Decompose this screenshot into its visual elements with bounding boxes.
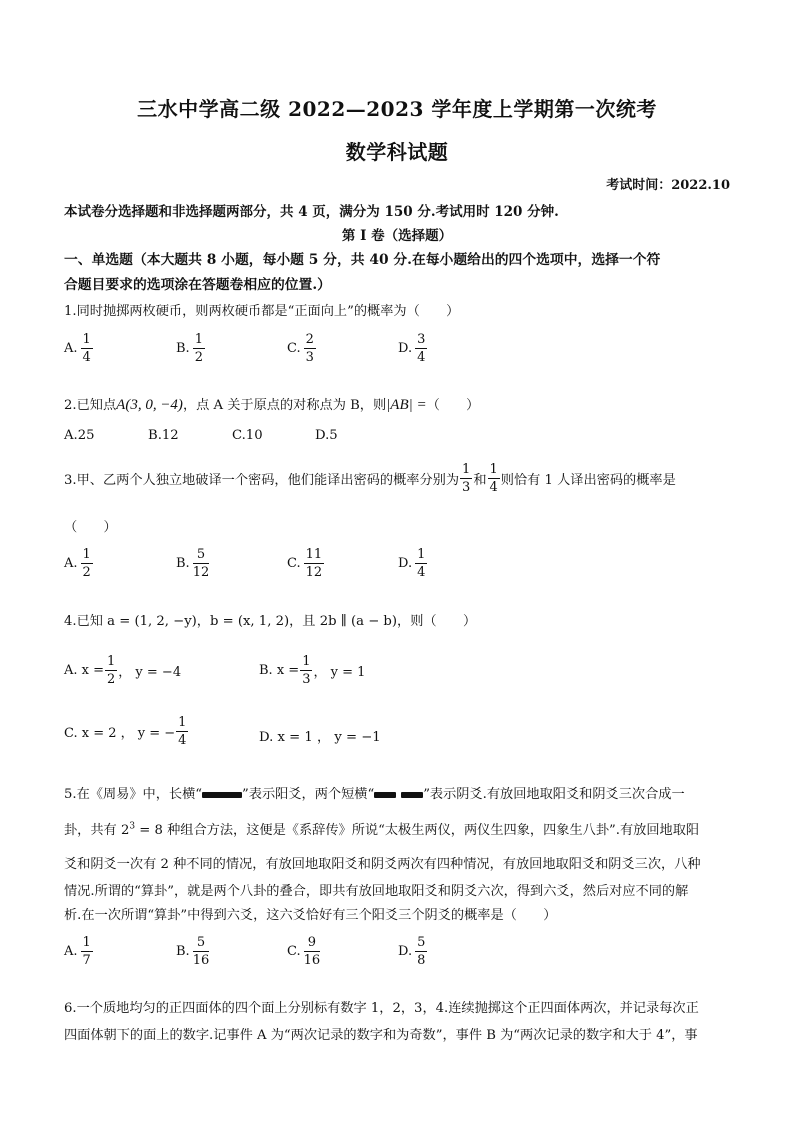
q3-paren: （ ） xyxy=(64,520,117,535)
option-label: A. xyxy=(64,944,78,959)
q3-option-a xyxy=(64,548,94,579)
q2-option-c: C.10 xyxy=(232,428,263,443)
denominator: 3 xyxy=(302,672,311,687)
option-label: B. xyxy=(176,341,190,356)
denominator: 4 xyxy=(178,733,187,748)
q2-prefix: 2.已知点 xyxy=(64,398,117,413)
q4-option-a xyxy=(64,655,181,686)
q3-option-d xyxy=(398,548,428,579)
q3-and: 和 xyxy=(473,473,487,488)
q5-l2-a: 卦，共有 2 xyxy=(64,823,130,838)
q4-option-c xyxy=(64,716,189,747)
question-5-line3: 爻和阴爻一次有 2 种不同的情况，有放回地取阳爻和阴爻两次有四种情况，有放回地取阳爻和阴爻三次，八种 xyxy=(64,857,701,872)
numerator: 3 xyxy=(417,332,426,347)
question-6-line2: 四面体朝下的面上的数字.记事件 A 为“两次记录的数字和为奇数”，事件 B 为“两次记录的数字和大于 4”，事 xyxy=(64,1028,698,1043)
q5-l1-c: ”表示阴爻.有放回地取阳爻和阴爻三次合成一 xyxy=(423,787,685,802)
q5-option-d xyxy=(398,936,428,967)
denominator: 4 xyxy=(489,480,498,495)
page-title: 三水中学高二级 2022—2023 学年度上学期第一次统考 xyxy=(137,97,657,121)
q3-option-c xyxy=(287,548,325,579)
denominator: 2 xyxy=(107,672,116,687)
denominator: 12 xyxy=(305,565,323,580)
q5-l2-b: = 8 种组合方法，这便是《系辞传》所说“太极生两仪，两仪生四象，四象生八卦”.有放回地取阳 xyxy=(135,823,700,838)
question-4-stem: 4.已知 a = (1, 2, −y)，b = (x, 1, 2)，且 2b ∥ (a − b)，则（ ） xyxy=(64,614,477,629)
numerator: 1 xyxy=(194,332,203,347)
q1-option-b xyxy=(176,333,206,364)
q2-middle: ，点 A 关于原点的对称点为 B，则 xyxy=(182,398,387,413)
denominator: 16 xyxy=(192,953,210,968)
numerator: 2 xyxy=(305,332,314,347)
numerator: 1 xyxy=(82,332,91,347)
denominator: 7 xyxy=(82,953,91,968)
numerator: 1 xyxy=(107,654,116,669)
option-label: B. xyxy=(176,944,190,959)
q1-option-c xyxy=(287,333,317,364)
exam-time: 考试时间：2022.10 xyxy=(606,178,730,193)
numerator: 11 xyxy=(305,547,323,562)
numerator: 1 xyxy=(462,462,471,477)
numerator: 1 xyxy=(82,547,91,562)
numerator: 9 xyxy=(304,936,321,952)
yin-line-left-icon xyxy=(374,792,396,798)
q5-option-a xyxy=(64,936,94,967)
numerator: 5 xyxy=(193,548,210,564)
numerator: 1 xyxy=(302,654,311,669)
denominator: 2 xyxy=(82,565,91,580)
q1-option-d xyxy=(398,333,428,364)
option-label: D. xyxy=(398,944,413,959)
q2-expr: |AB| = xyxy=(386,397,427,413)
numerator: 1 xyxy=(178,715,187,730)
q4-option-b xyxy=(259,655,365,686)
q2-suffix: （ ） xyxy=(426,398,480,413)
option-label: A. xyxy=(64,556,78,571)
denominator: 4 xyxy=(417,350,426,365)
question-5-line2 xyxy=(64,819,699,838)
denominator: 4 xyxy=(82,350,91,365)
question-5-line1 xyxy=(64,783,685,802)
q3-stem-a: 3.甲、乙两个人独立地破译一个密码，他们能译出密码的概率分别为 xyxy=(64,473,460,488)
numerator: 5 xyxy=(417,935,426,950)
numerator: 1 xyxy=(489,462,498,477)
q4-c-pre: C. x = 2 ， y = − xyxy=(64,726,176,741)
q2-option-d: D.5 xyxy=(315,428,338,443)
denominator: 16 xyxy=(303,953,321,968)
option-label: D. xyxy=(398,556,413,571)
volume-heading: 第 I 卷（选择题） xyxy=(341,228,453,244)
q5-option-c xyxy=(287,936,321,967)
section-heading-line1: 一、单选题（本大题共 8 小题，每小题 5 分，共 40 分.在每小题给出的四个选项中，选择一个符 xyxy=(64,252,661,268)
denominator: 2 xyxy=(194,350,203,365)
q4-b-post: ， y = 1 xyxy=(313,665,366,680)
question-2-stem xyxy=(64,394,479,414)
option-label: C. xyxy=(287,944,301,959)
intro-text: 本试卷分选择题和非选择题两部分，共 4 页，满分为 150 分.考试用时 120 分钟. xyxy=(64,204,559,220)
denominator: 3 xyxy=(462,480,471,495)
question-6-line1: 6.一个质地均匀的正四面体的四个面上分别标有数字 1，2，3，4.连续抛掷这个正四面体两次，并记录每次正 xyxy=(64,1001,699,1016)
section-heading-line2: 合题目要求的选项涂在答题卷相应的位置.） xyxy=(64,277,331,293)
option-label: C. xyxy=(287,341,301,356)
q5-option-b xyxy=(176,936,210,967)
question-5-line5: 析.在一次所谓“算卦”中得到六爻，这六爻恰好有三个阳爻三个阴爻的概率是（ ） xyxy=(64,908,557,923)
q2-option-b: B.12 xyxy=(148,428,179,443)
q4-a-post: ， y = −4 xyxy=(118,665,182,680)
numerator: 1 xyxy=(82,935,91,950)
page-subtitle: 数学科试题 xyxy=(345,140,449,164)
q3-option-b xyxy=(176,548,210,579)
q3-stem-b: 则恰有 1 人译出密码的概率是 xyxy=(500,473,676,488)
q5-l1-b: ”表示阳爻，两个短横“ xyxy=(242,787,375,802)
option-label: A. xyxy=(64,341,78,356)
option-label: D. xyxy=(398,341,413,356)
numerator: 5 xyxy=(193,936,210,952)
question-3-stem xyxy=(64,463,676,494)
denominator: 12 xyxy=(192,565,210,580)
question-1-stem: 1.同时抛掷两枚硬币，则两枚硬币都是“正面向上”的概率为（ ） xyxy=(64,304,460,319)
denominator: 4 xyxy=(417,565,426,580)
q4-a-pre: A. x = xyxy=(64,663,105,678)
yang-line-icon xyxy=(202,792,242,798)
yin-line-right-icon xyxy=(401,792,423,798)
q1-option-a xyxy=(64,333,94,364)
denominator: 8 xyxy=(417,953,426,968)
option-label: B. xyxy=(176,556,190,571)
question-5-line4: 情况.所谓的“算卦”，就是两个八卦的叠合，即共有放回地取阳爻和阴爻六次，得到六爻，然后对应不同的解 xyxy=(64,884,689,899)
denominator: 3 xyxy=(305,350,314,365)
q2-point: A(3, 0, −4) xyxy=(116,397,183,413)
q4-b-pre: B. x = xyxy=(259,663,300,678)
q4-option-d: D. x = 1 ， y = −1 xyxy=(259,730,381,745)
q5-l1-a: 5.在《周易》中，长横“ xyxy=(64,787,203,802)
option-label: C. xyxy=(287,556,301,571)
q5-exponent: 3 xyxy=(129,821,136,832)
numerator: 1 xyxy=(417,547,426,562)
q2-option-a: A.25 xyxy=(64,428,95,443)
